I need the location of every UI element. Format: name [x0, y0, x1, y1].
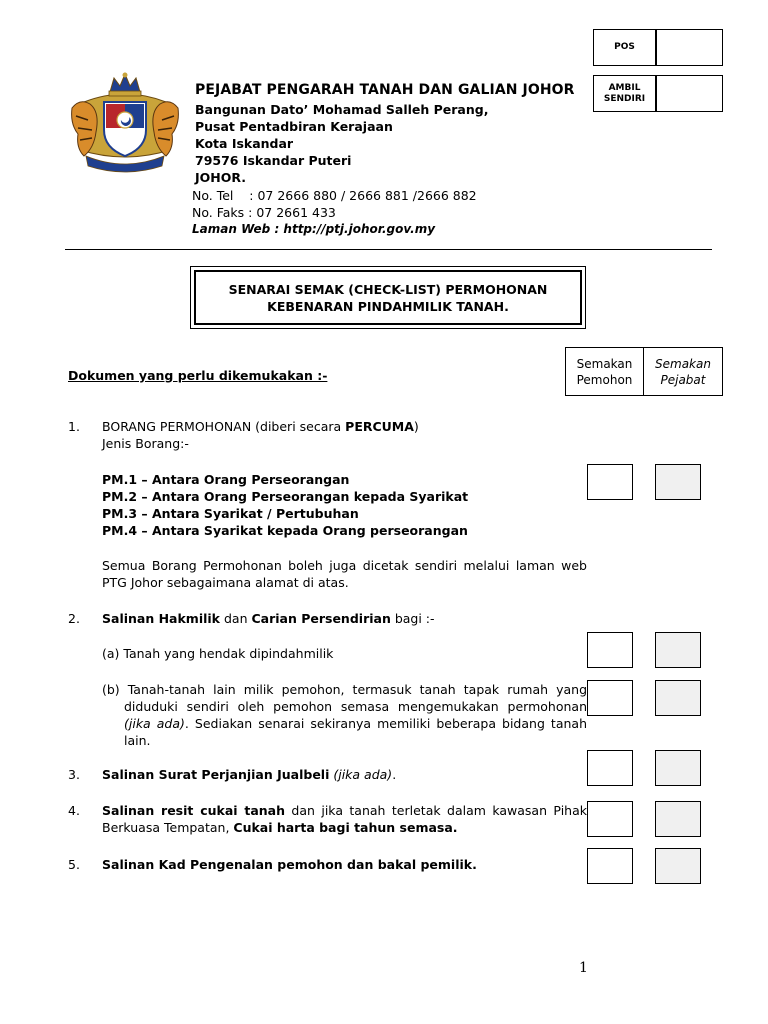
applicant-check-label-1: Semakan [576, 356, 633, 371]
title-line-2: KEBENARAN PINDAHMILIK TANAH. [267, 298, 509, 314]
sendiri-label: SENDIRI [603, 93, 646, 104]
address-line-3: Kota Iskandar [195, 136, 294, 151]
fax-number: No. Faks : 07 2661 433 [192, 205, 336, 220]
item-3-office-checkbox[interactable] [655, 750, 701, 786]
item-1-applicant-checkbox[interactable] [587, 464, 633, 500]
item-5-applicant-checkbox[interactable] [587, 848, 633, 884]
address-line-2: Pusat Pentadbiran Kerajaan [195, 119, 393, 134]
item-5-text: Salinan Kad Pengenalan pemohon dan bakal pemilik. [102, 857, 477, 872]
johor-coat-of-arms-logo [66, 72, 184, 176]
office-name: PEJABAT PENGARAH TANAH DAN GALIAN JOHOR [195, 82, 575, 98]
item-1-office-checkbox[interactable] [655, 464, 701, 500]
item-2a-office-checkbox[interactable] [655, 632, 701, 668]
column-header-office [643, 347, 723, 396]
office-check-label-2: Pejabat [660, 372, 706, 387]
item-2-text: Salinan Hakmilik dan Carian Persendirian bagi :- [102, 611, 435, 626]
item-3-number: 3. [68, 767, 80, 782]
item-1-subheading: Jenis Borang:- [102, 436, 189, 451]
form-pm2: PM.2 – Antara Orang Perseorangan kepada Syarikat [102, 489, 469, 504]
title-box [194, 270, 582, 325]
item-4-office-checkbox[interactable] [655, 801, 701, 837]
office-check-label-1: Semakan [655, 356, 711, 371]
title-line-1: SENARAI SEMAK (CHECK-LIST) PERMOHONAN [228, 281, 548, 297]
form-pm4: PM.4 – Antara Syarikat kepada Orang perseorangan [102, 523, 468, 538]
pos-label: POS [614, 42, 635, 52]
item-2a-applicant-checkbox[interactable] [587, 632, 633, 668]
item-3-text: Salinan Surat Perjanjian Jualbeli (jika ada). [102, 767, 397, 782]
address-line-4: 79576 Iskandar Puteri [195, 153, 352, 168]
pos-label-box [593, 29, 656, 66]
ambil-sendiri-label-box [593, 75, 656, 112]
pos-checkbox[interactable] [656, 29, 723, 66]
item-3-applicant-checkbox[interactable] [587, 750, 633, 786]
address-line-5: JOHOR. [195, 170, 246, 185]
form-pm3: PM.3 – Antara Syarikat / Pertubuhan [102, 506, 359, 521]
item-4-text: Salinan resit cukai tanah dan jika tanah terletak dalam kawasan Pihak Berkuasa Tempatan, Cukai harta bagi tahun semasa. [102, 803, 587, 835]
column-header-applicant [565, 347, 644, 396]
item-2b-office-checkbox[interactable] [655, 680, 701, 716]
item-1-note: Semua Borang Permohonan boleh juga dicetak sendiri melalui laman web PTG Johor sebagaimana alamat di atas. [102, 558, 587, 590]
item-4-applicant-checkbox[interactable] [587, 801, 633, 837]
item-2a-text: (a) Tanah yang hendak dipindahmilik [102, 646, 334, 661]
item-2-number: 2. [68, 611, 80, 626]
item-2b-text: (b) Tanah-tanah lain milik pemohon, termasuk tanah tapak rumah yang diduduki sendiri oleh pemohon semasa mengemukakan permohonan (jika ada). Sediakan senarai sekiranya memiliki beberapa bidang tanah lain. [102, 682, 587, 748]
address-line-1: Bangunan Dato’ Mohamad Salleh Perang, [195, 102, 489, 117]
ambil-label: AMBIL [608, 82, 641, 93]
telephone-numbers: No. Tel : 07 2666 880 / 2666 881 /2666 882 [192, 188, 477, 203]
item-2b-applicant-checkbox[interactable] [587, 680, 633, 716]
website-link[interactable]: Laman Web : http://ptj.johor.gov.my [192, 222, 436, 236]
item-5-number: 5. [68, 857, 80, 872]
item-1-number: 1. [68, 419, 80, 434]
item-5-office-checkbox[interactable] [655, 848, 701, 884]
documents-heading: Dokumen yang perlu dikemukakan :- [68, 368, 328, 383]
item-1-text: BORANG PERMOHONAN (diberi secara PERCUMA) [102, 419, 419, 434]
applicant-check-label-2: Pemohon [576, 372, 633, 387]
page-number: 1 [579, 960, 588, 976]
form-pm1: PM.1 – Antara Orang Perseorangan [102, 472, 350, 487]
item-4-number: 4. [68, 803, 80, 818]
ambil-sendiri-checkbox[interactable] [656, 75, 723, 112]
header-divider [65, 249, 712, 250]
